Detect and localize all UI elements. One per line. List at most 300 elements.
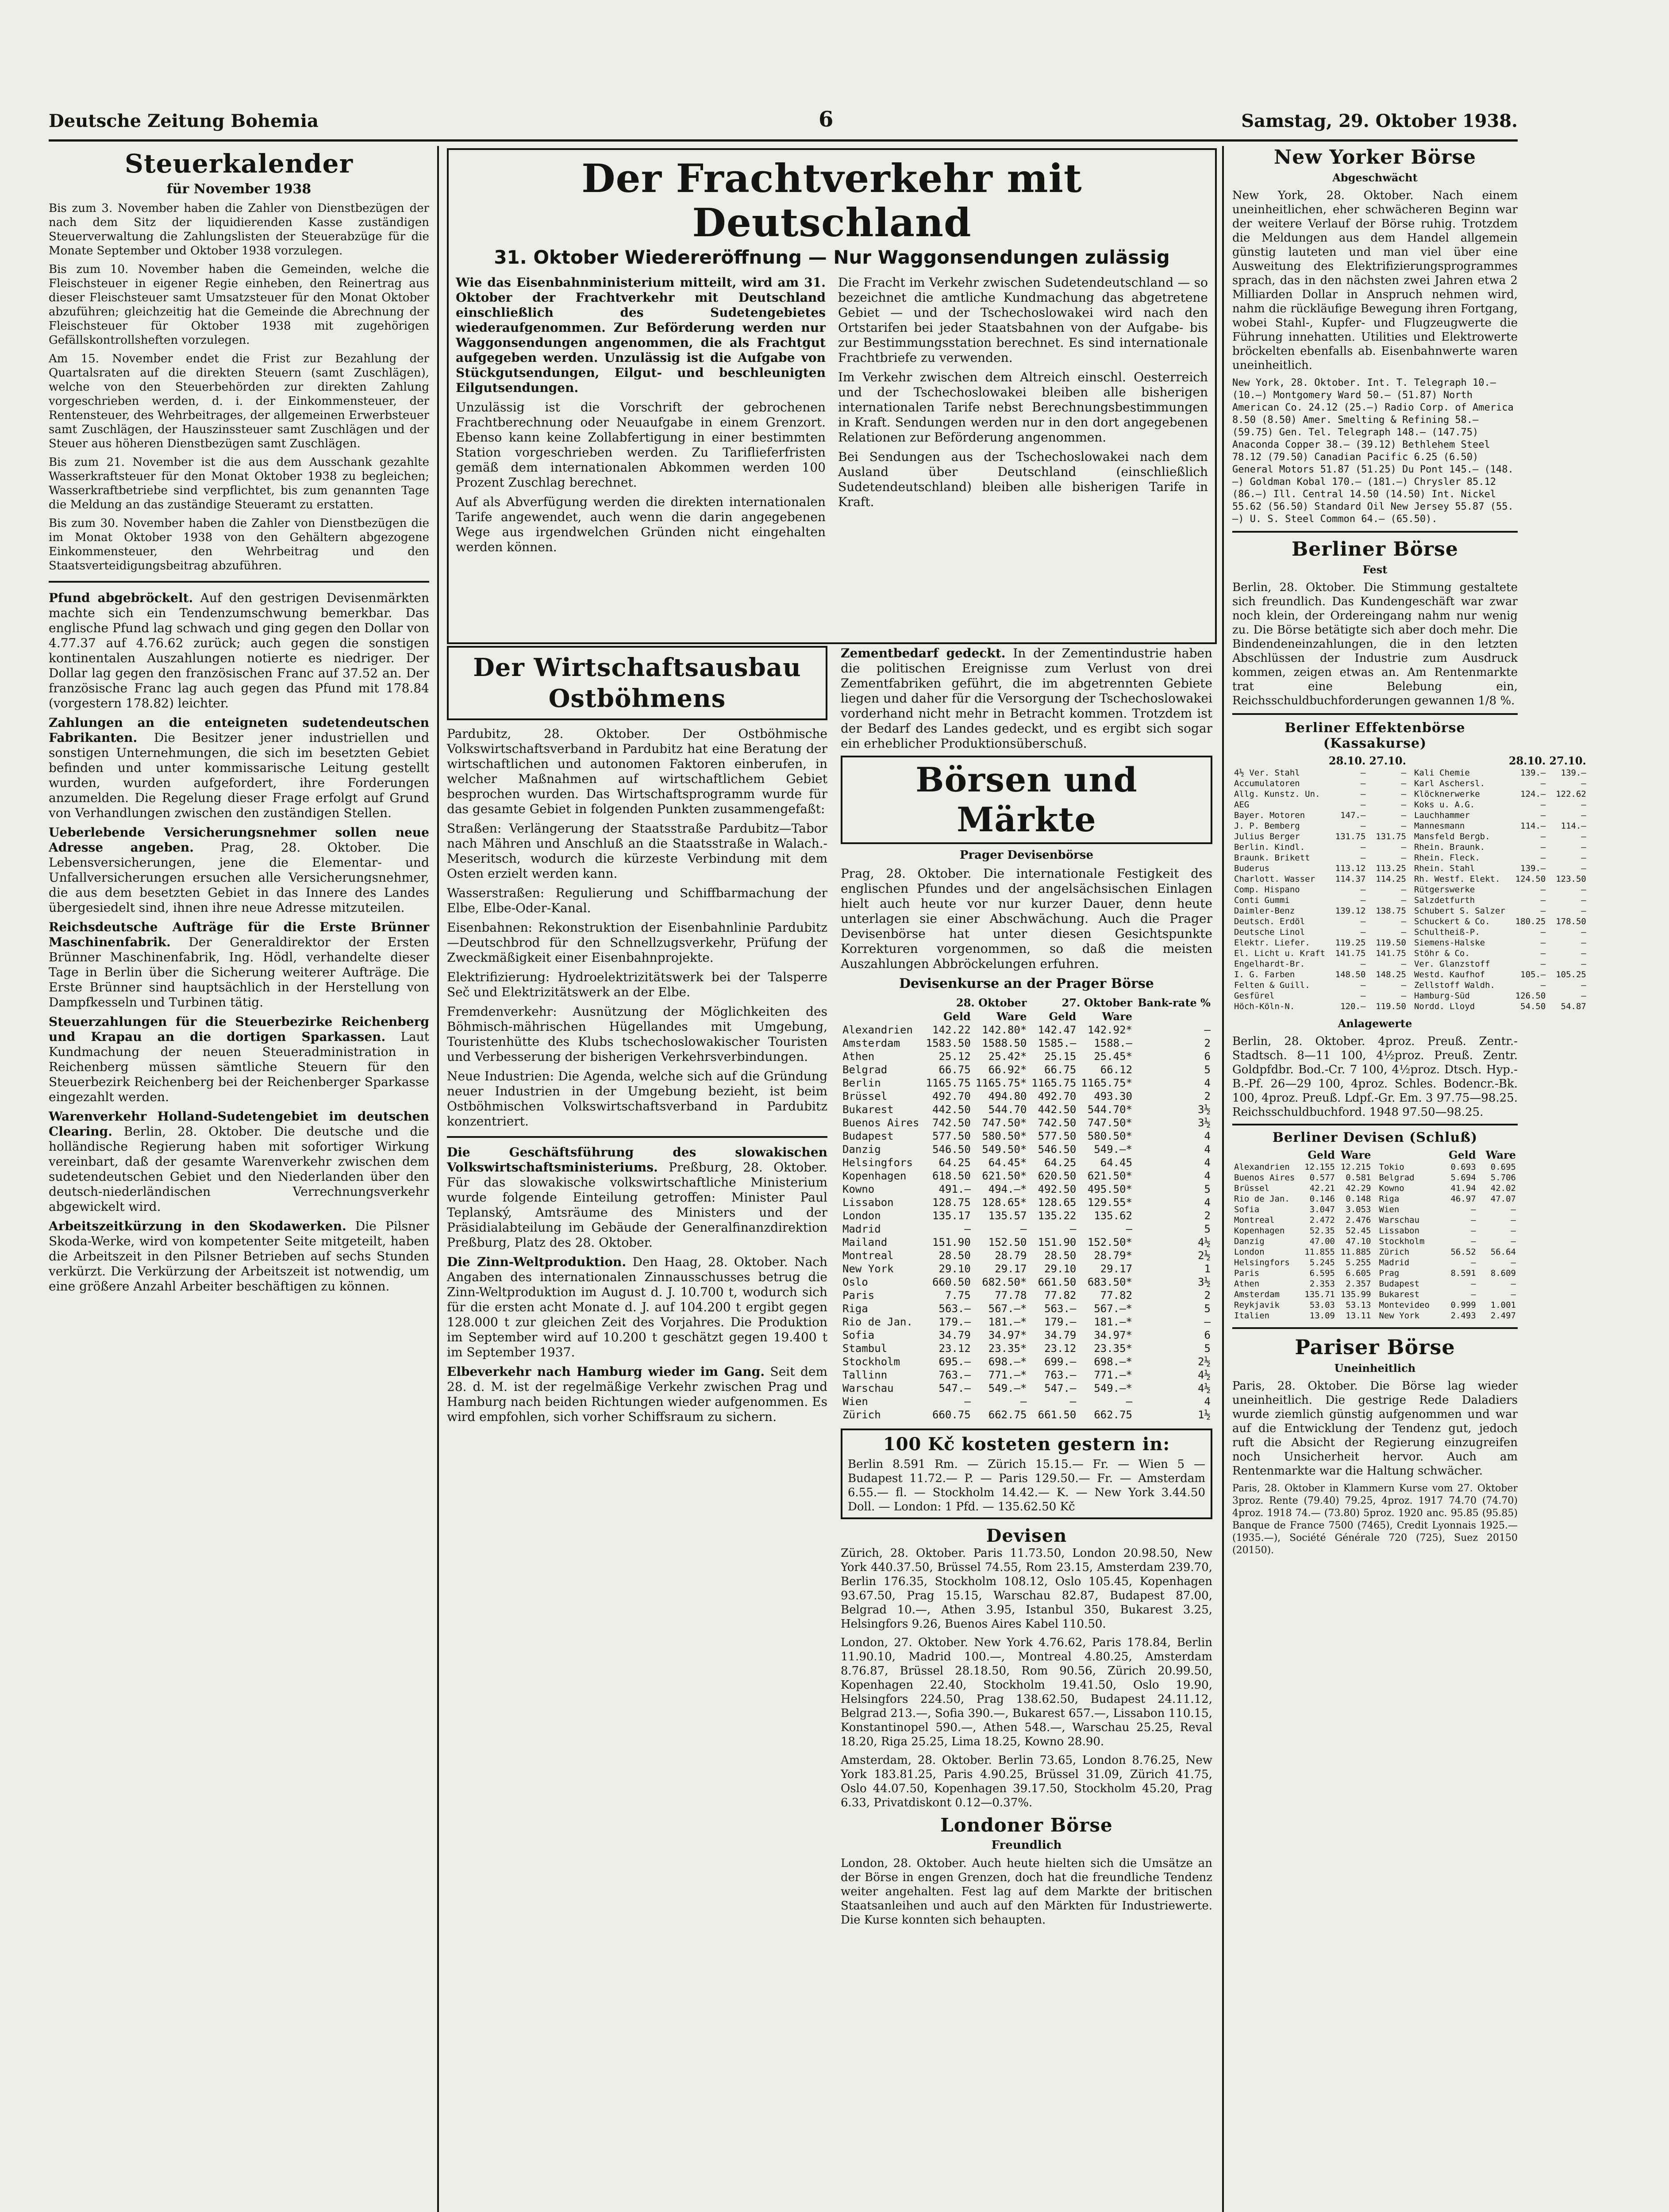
table-row [1377,1225,1518,1236]
table-cell: 135.17 [932,1210,971,1222]
table-cell: 114.— [1561,821,1586,831]
table-row [1412,906,1588,916]
table-row [1377,1289,1518,1300]
row-label: 4½ Ver. Stahl [1234,768,1300,778]
news-headline: Arbeitszeitkürzung in den Skodawerken. [49,1219,346,1233]
news-item [447,1255,827,1360]
table-cell: 563.— [1044,1302,1077,1315]
table-cell: 119.50 [1376,938,1406,948]
table-row [1412,948,1588,959]
table-cell: 1588.50 [982,1037,1027,1049]
table-cell: — [1540,853,1546,863]
table-cell: — [1540,832,1546,841]
table-cell: 129.55* [1087,1196,1133,1209]
row-label: Kowno [842,1183,875,1195]
table-cell: — [1401,885,1406,895]
table-row [1412,937,1588,948]
row-label: Paris [842,1289,875,1302]
table-row [1232,1172,1373,1183]
table-cell: 763.— [938,1369,971,1381]
row-label: Mansfeld Bergb. [1414,832,1490,841]
table-cell: 124.— [1520,789,1546,799]
table-cell: 567.—* [988,1302,1027,1315]
paris-paragraph: Paris, 28. Oktober. Die Börse lag wieder uneinheitlich. Die gestrige Rede Daladiers wurde ziemlich günstig aufgenommen und war auf die Entwicklung der Tendenz gut, jedoch ruft die Absicht der Regierung einzugreifen noch Unsicherheit hervor. Auch am Rentenmarkte war die Haltung schwächer. [1232,1379,1518,1478]
devisen-paragraph: London, 27. Oktober. New York 4.76.62, Paris 178.84, Berlin 11.90.10, Madrid 100.—, Montreal 4.80.25, Amsterdam 8.76.87, Brüssel 28.18.50, Rom 90.56, Zürich 20.99.50, Kopenhagen 22.40, Stockholm 19.41.50, Oslo 19.90, Helsingfors 224.50, Prag 138.62.50, Budapest 24.11.12, Belgrad 213.—, Sofia 390.—, Bukarest 657.—, Lissabon 110.15, Konstantinopel 590.—, Athen 548.—, Warschau 25.25, Reval 18.20, Riga 25.25, Lima 18.25, Kowno 28.90. [841,1636,1212,1748]
table-cell: 179.— [1044,1316,1077,1328]
table-cell: 128.75 [932,1196,971,1209]
table-row [1232,1215,1373,1225]
freight-columns [456,275,1208,559]
table-cell: — [1401,991,1406,1001]
row-label: Schuckert & Co. [1414,917,1490,926]
table-row [1232,884,1408,895]
table-cell: 2.353 [1309,1279,1335,1289]
table-row [1412,831,1588,842]
table-cell: 1 [1204,1263,1211,1275]
table-cell: 11.855 [1304,1247,1335,1257]
table-row [841,1076,1212,1090]
table-row [841,1050,1212,1063]
table-row [1232,768,1408,778]
prague-paragraph: Prag, 28. Oktober. Die internationale Festigkeit des englischen Pfundes und der angelsächsischen Einlagen hielt auch heute vor nur kurzer Dauer, denn heute unterlagen sie einer Abschwächung. Auch die Prager Devisenbörse hat unter diesen Gesichtspunkte Korrekturen vorgenommen, so daß die meisten Auszahlungen Abbröckelungen erfuhren. [841,866,1212,971]
table-cell: 139.— [1520,768,1546,778]
news-item [447,1364,827,1425]
row-label: Riga [842,1302,868,1315]
table-cell: — [1540,885,1546,895]
table-cell: 139.— [1561,768,1586,778]
econ-paragraph: Elektrifizierung: Hydroelektrizitätswerk bei der Talsperre Seč und Elektrizitätswerk an der Elbe. [447,970,827,999]
news-body: Der Generaldirektor der Ersten Brünner Maschinenfabrik, Ing. Hödl, verhandelte dieser Tage in Berlin über die Sicherung weiterer Aufträge. Die Erste Brünner sind hauptsächlich in der Herstellung von Dampfkesseln und Turbinen tätig. [49,935,430,1010]
table-row [1232,1279,1373,1289]
table-cell: — [1471,1290,1476,1299]
row-label: Italien [1234,1311,1270,1321]
column-divider [1222,146,1224,2212]
table-cell: — [1360,779,1366,788]
table-cell: — [1126,1223,1133,1235]
row-label: Hamburg-Süd [1414,991,1470,1001]
tax-calendar-subtitle: für November 1938 [166,181,311,197]
row-label: Lauchhammer [1414,810,1470,820]
table-cell: 660.50 [932,1276,971,1288]
table-cell: 544.70 [988,1103,1027,1116]
row-label: Deutsche Linol [1234,927,1305,937]
table-row [841,1023,1212,1037]
table-cell: 135.62 [1094,1210,1133,1222]
effekten-left-body [1232,768,1408,1012]
table-cell: — [1540,938,1546,948]
table-cell: — [1540,810,1546,820]
table-row [841,1037,1212,1050]
table-cell: — [1511,1237,1516,1246]
table-cell: 0.146 [1309,1194,1335,1204]
row-label: Danzig [842,1143,881,1156]
table-cell: 142.92* [1087,1024,1133,1036]
row-label: Julius Berger [1234,832,1300,841]
table-row [1232,821,1408,831]
table-cell: 151.90 [1038,1236,1077,1248]
table-cell: 124.50 [1515,874,1546,884]
row-label: Rütgerswerke [1414,885,1475,895]
row-label: New York [1379,1311,1420,1321]
news-headline: Ueberlebende Versicherungsnehmer sollen neue Adresse angeben. [49,825,429,855]
table-cell: — [1401,959,1406,969]
table-cell: 135.71 [1304,1290,1335,1299]
news-body: Prag, 28. Oktober. Die Lebensversicherungen, jene die Elementar- und Unfallversicherungen ersuchen alle Versicherungsnehmer, die aus dem besetzten Gebiet in das Innere des Landes übergesiedelt sind, ihnen ihre neue Adresse mitzuteilen. [49,840,429,915]
row-label: Prag [1379,1268,1400,1278]
middle-column-b [841,646,1212,2212]
row-label: Budapest [842,1130,894,1142]
row-label: Braunk. Brikett [1234,853,1310,863]
table-cell: — [1471,1215,1476,1225]
table-cell: — [1360,800,1366,810]
table-cell: 29.10 [938,1263,971,1275]
row-label: Bukarest [842,1103,894,1116]
table-cell: 8.609 [1490,1268,1516,1278]
news-body: Seit dem 28. d. M. ist der regelmäßige Verkehr zwischen Prag und Hamburg nach beiden Richtungen wieder aufgenommen. Es wird empfohlen, sich vorher Schiffsraum zu sichern. [447,1364,827,1424]
row-label: Belgrad [1379,1173,1415,1183]
table-cell: 6 [1204,1329,1211,1341]
freight-paragraph: Unzulässig ist die Vorschrift der gebrochenen Frachtberechnung oder Neuaufgabe in einem Grenzort. Ebenso kann keine Zollabfertigung in einer bestimmten Station vorgeschrieben werden. Zu Tariflieferfristen gemäß dem internationalen Abkommen werden 100 Prozent Zuschlag berechnet. [456,400,826,490]
econ-paragraph: Fremdenverkehr: Ausnützung der Möglichkeiten des Böhmisch-mährischen Hügellandes mit Umgebung, Touristenhütte des Klubs tschechoslowakischer Touristen und Verbesserung der bisherigen Verkehrsverbindungen. [447,1004,827,1064]
table-cell: 25.15 [1044,1050,1077,1063]
table-header-row [841,996,1212,1010]
table-cell: 181.—* [988,1316,1027,1328]
table-row [1377,1162,1518,1172]
table-cell: 2 [1204,1210,1211,1222]
table-cell: 747.50* [1087,1117,1133,1129]
row-label: Brüssel [842,1090,888,1102]
econ-headline-box [447,646,827,720]
table-cell: — [1471,1258,1476,1267]
row-label: Tokio [1379,1162,1404,1172]
table-cell: 2.493 [1450,1311,1476,1321]
news-item [447,1145,827,1250]
table-cell: 4½ [1198,1382,1211,1394]
devisen-title: Devisen [986,1525,1067,1546]
row-label: Berlin [842,1077,881,1089]
table-cell: 56.52 [1450,1247,1476,1257]
table-row [1412,768,1588,778]
table-row [841,1329,1212,1342]
table-row [1412,778,1588,789]
berl-dev-table-right [1377,1148,1518,1321]
table-cell: 493.30 [1094,1090,1133,1102]
table-cell: — [1581,938,1586,948]
table-row [1232,1300,1373,1310]
table-cell: 5.694 [1450,1173,1476,1183]
table-cell: 152.50* [1087,1236,1133,1248]
table-cell: — [1581,906,1586,916]
effekten-tables [1232,754,1586,1012]
table-row [1412,863,1588,874]
table-cell: 131.75 [1376,832,1406,841]
row-label: Rhein. Braunk. [1414,842,1485,852]
table-cell: 47.07 [1490,1194,1516,1204]
table-cell: 2.472 [1309,1215,1335,1225]
row-label: Tallinn [842,1369,888,1381]
left-column [49,146,429,2212]
row-label: Zürich [1379,1247,1410,1257]
news-headline: Pfund abgebröckelt. [49,591,193,605]
table-cell: 492.70 [1038,1090,1077,1102]
rates-header-geld: Geld [1049,1010,1077,1023]
table-cell: 34.97* [1094,1329,1133,1341]
table-cell: — [964,1223,971,1235]
table-cell: 66.75 [938,1064,971,1076]
news-item [49,1219,429,1294]
table-row [1412,874,1588,884]
table-row [1412,959,1588,969]
table-cell: — [1511,1290,1516,1299]
paper-name: Deutsche Zeitung Bohemia [49,111,319,131]
table-cell: 4½ [1198,1236,1211,1248]
table-row [1232,1225,1373,1236]
table-cell: 11.885 [1340,1247,1371,1257]
table-cell: — [1360,991,1366,1001]
table-cell: 56.64 [1490,1247,1516,1257]
table-row [1377,1172,1518,1183]
table-cell: 13.11 [1346,1311,1371,1321]
table-row [1412,895,1588,906]
table-row [841,1382,1212,1395]
table-cell: 142.22 [932,1024,971,1036]
table-cell: — [1360,768,1366,778]
tax-calendar-title: Steuerkalender [124,149,354,179]
row-label: Danzig [1234,1237,1265,1246]
table-cell: — [1581,800,1586,810]
table-row [1377,1236,1518,1247]
table-cell: 64.45 [1100,1156,1133,1169]
table-cell: 0.999 [1450,1300,1476,1310]
row-label: Mannesmann [1414,821,1465,831]
table-cell: 126.50 [1515,991,1546,1001]
table-cell: 180.25 [1515,917,1546,926]
page-number: 6 [819,107,834,132]
row-label: Stockholm [1379,1237,1425,1246]
news-item [49,715,429,821]
row-label: New York [842,1263,894,1275]
anlage-subtitle: Anlagewerte [1338,1017,1412,1030]
row-label: Kopenhagen [1234,1226,1285,1236]
table-cell: 181.—* [1094,1316,1133,1328]
kc-title: 100 Kč kosteten gestern in: [883,1434,1170,1455]
table-cell: 5.706 [1490,1173,1516,1183]
table-cell: — [1540,959,1546,969]
table-cell: 620.50 [1038,1170,1077,1182]
table-row [1232,991,1408,1001]
row-label: Rio de Jan. [1234,1194,1290,1204]
table-cell: 5 [1204,1183,1211,1195]
row-label: Höch-Köln-N. [1234,1002,1295,1011]
table-cell: 0.148 [1346,1194,1371,1204]
table-cell: — [1401,821,1406,831]
table-cell: — [1401,853,1406,863]
table-cell: 141.75 [1376,949,1406,958]
row-label: Rh. Westf. Elekt. [1414,874,1500,884]
table-row [1232,778,1408,789]
row-label: Kopenhagen [842,1170,907,1182]
news-headline: Zahlungen an die enteigneten sudetendeutschen Fabrikanten. [49,715,429,745]
devisen-paragraph: Zürich, 28. Oktober. Paris 11.73.50, London 20.98.50, New York 440.37.50, Brüssel 74.55, Rom 23.15, Amsterdam 239.70, Berlin 176.35, Stockholm 108.12, Oslo 105.45, Kopenhagen 93.67.50, Prag 15.15, Warschau 82.87, Budapest 87.00, Belgrad 10.—, Athen 3.95, Istanbul 350, Bukarest 3.25, Helsingfors 9.26, Buenos Aires Kabel 110.50. [841,1547,1212,1631]
row-label: Koks u. A.G. [1414,800,1475,810]
table-cell: — [1401,810,1406,820]
table-row [1232,1310,1373,1321]
row-label: Berlin. Kindl. [1234,842,1305,852]
table-cell: 54.87 [1561,1002,1586,1011]
table-cell: — [1126,1395,1133,1408]
row-label: Stockholm [842,1356,900,1368]
table-cell: 139.12 [1335,906,1366,916]
rates-header-ware: Ware [996,1010,1027,1023]
table-row [841,1249,1212,1262]
table-cell: 682.50* [982,1276,1027,1288]
table-cell: 135.99 [1340,1290,1371,1299]
row-label: Schultheiß-P. [1414,927,1480,937]
table-row [1377,1204,1518,1215]
table-cell: — [1511,1215,1516,1225]
row-label: Warschau [1379,1215,1420,1225]
london-paragraph: London, 28. Oktober. Auch heute hielten sich die Umsätze an der Börse in engen Grenzen, doch hat die freundliche Tendenz weiter angehalten. Fest lag auf dem Markte der britischen Staatsanleihen und auch auf den Märkten für Industriewerte. Die Kurse konnten sich behaupten. [841,1857,1212,1927]
freight-paragraph: Die Fracht im Verkehr zwischen Sudetendeutschland — so bezeichnet die amtliche Kundmachung das abgetretene Gebiet — und der Tschechoslowakei wird nach den Ortstarifen bei jeder Staatsbahnen von der Aufgabe- bis zur Bestimmungsstation berechnet. Es sind internationale Frachtbriefe zu verwenden. [838,275,1208,365]
row-label: Zellstoff Waldh. [1414,980,1495,990]
effekten-right-body [1412,768,1588,1012]
news-item [49,591,429,711]
table-cell: 66.92* [988,1064,1027,1076]
table-row [1412,799,1588,810]
paris-subtitle: Uneinheitlich [1334,1362,1416,1375]
tax-paragraph: Bis zum 3. November haben die Zahler von Dienstbezügen der nach dem Sitz der liquidierenden Kasse zuständigen Steuerverwaltung die Zahlungslisten der Steuerabzüge für die Monate September und Oktober 1938 vorzulegen. [49,202,429,257]
table-row [1232,874,1408,884]
table-cell: — [1581,949,1586,958]
table-cell: — [1360,842,1366,852]
news-item [49,1109,429,1214]
table-cell: — [1511,1205,1516,1214]
effekten-table-right [1412,754,1588,1012]
prague-subheadline: Prager Devisenbörse [959,849,1094,862]
table-cell: — [1581,927,1586,937]
section-rule [1232,531,1518,533]
table-cell: — [1581,885,1586,895]
table-cell: 494.80 [988,1090,1027,1102]
row-label: Zürich [842,1409,881,1421]
row-label: Alexandrien [1234,1162,1290,1172]
row-label: El. Licht u. Kraft [1234,949,1325,958]
table-row [1377,1279,1518,1289]
table-cell: — [1540,779,1546,788]
table-cell: 28.50 [1044,1249,1077,1262]
table-row [1232,789,1408,799]
table-cell: 2.476 [1346,1215,1371,1225]
table-cell: 6.595 [1309,1268,1335,1278]
table-cell: 139.— [1520,864,1546,873]
row-label: Salzdetfurth [1414,895,1475,905]
rates-header-date1: 28. Oktober [956,996,1027,1009]
table-cell: 747.50* [982,1117,1027,1129]
table-cell: 742.50 [1038,1117,1077,1129]
table-row [841,1156,1212,1169]
table-cell: 563.— [938,1302,971,1315]
effekten-title: Berliner Effektenbörse (Kassakurse) [1284,720,1465,751]
table-row [1412,916,1588,927]
table-cell: 114.25 [1376,874,1406,884]
ny-subtitle: Abgeschwächt [1332,171,1418,184]
row-label: Wien [842,1395,868,1408]
row-label: Madrid [1379,1258,1410,1267]
row-label: Brüssel [1234,1183,1270,1193]
table-cell: — [964,1395,971,1408]
table-cell: — [1471,1205,1476,1214]
table-cell: 120.— [1340,1002,1366,1011]
table-cell: 621.50* [1087,1170,1133,1182]
table-cell: 698.—* [988,1356,1027,1368]
paris-quotes: Paris, 28. Oktober in Klammern Kurse vom 27. Oktober 3proz. Rente (79.40) 79.25, 4proz. 1917 74.70 (74.70) 4proz. 1918 74.— (73.80) 5proz. 1920 anc. 95.85 (95.85) Banque de France 7500 (7465), Credit Lyonnais 1925.— (1935.—), Société Générale 720 (725), Suez 20150 (20150). [1232,1483,1518,1556]
table-row [1377,1194,1518,1204]
rates-body [841,1023,1212,1421]
table-cell: 2½ [1198,1249,1211,1262]
table-cell: 580.50* [1087,1130,1133,1142]
table-cell: 1165.75 [1031,1077,1077,1089]
table-cell: 42.21 [1309,1183,1335,1193]
table-cell: — [1540,895,1546,905]
table-cell: 131.75 [1335,832,1366,841]
news-headline: Warenverkehr Holland-Sudetengebiet im deutschen Clearing. [49,1109,429,1139]
table-cell: 4 [1204,1196,1211,1209]
table-cell: 47.00 [1309,1237,1335,1246]
table-cell: 28.79* [1094,1249,1133,1262]
kc-box [841,1429,1212,1519]
table-cell: 114.— [1520,821,1546,831]
table-cell: 661.50 [1038,1409,1077,1421]
prague-rates-table [841,996,1212,1421]
table-cell: 141.75 [1335,949,1366,958]
table-row [841,1116,1212,1129]
table-cell: 5 [1204,1064,1211,1076]
news-headline: Die Zinn-Weltproduktion. [447,1255,627,1269]
table-row [1412,789,1588,799]
table-cell: — [1581,853,1586,863]
table-cell: 3.047 [1309,1205,1335,1214]
berlin-paragraph: Berlin, 28. Oktober. Die Stimmung gestaltete sich freundlich. Das Kundengeschäft war zwar noch klein, der Ordereingang nahm nur wenig zu. Die Börse betätigte sich aber doch mehr. Die Bindendeneinzahlungen, die in den letzten Abschlüssen der Industrie zum Ausdruck kommen, zeigen etwas an. Am Rentenmarkte trat eine Belebung ein, Reichsschuldbuchforderungen gewannen 1/8 %. [1232,581,1518,707]
table-row [1232,927,1408,937]
table-cell: 13.09 [1309,1311,1335,1321]
table-cell: 2 [1204,1090,1211,1102]
table-row [841,1395,1212,1408]
middle-column-a [447,646,827,2212]
table-cell: — [1401,895,1406,905]
table-cell: 0.695 [1490,1162,1516,1172]
section-rule [1232,713,1518,715]
table-row [841,1289,1212,1302]
table-cell: 105.25 [1556,970,1586,979]
freight-subheadline: 31. Oktober Wiedereröffnung — Nur Waggonsendungen zulässig [494,246,1170,268]
row-label: Helsingfors [842,1156,913,1169]
table-row [841,1275,1212,1289]
table-row [841,1143,1212,1156]
paris-title: Pariser Börse [1295,1335,1455,1359]
row-label: Accumulatoren [1234,779,1300,788]
news-body: Auf den gestrigen Devisenmärkten machte sich ein Tendenzumschwung bemerkbar. Das englische Pfund lag schwach und ging gegen den Dollar von 4.77.37 auf 4.76.62 zurück; auch gegen die sonstigen kontinentalen Auszahlungen notierte es niedriger. Der Dollar lag gegen den französischen Franc auf 37.52 an. Der französische Franc lag auch gegen das Pfund mit 178.84 (vorgestern 178.82) leichter. [49,591,430,710]
table-cell: 64.25 [1044,1156,1077,1169]
table-cell: 34.79 [1044,1329,1077,1341]
table-header-row: Geld Ware [1449,1148,1516,1161]
news-body: Preßburg, 28. Oktober. Für das slowakische volkswirtschaftliche Ministerium wurde folgende Einteilung getroffen: Minister Paul Teplanský, Amtsräume des Ministers und der Präsidialabteilung im Gebäude der Generalfinanzdirektion Preßburg, Platz des 28. Oktober. [447,1160,827,1250]
table-cell: — [1540,980,1546,990]
tax-paragraph: Bis zum 21. November ist die aus dem Ausschank gezahlte Wasserkraftsteuer für den Monat Oktober 1938 zu begleichen; Wasserkraftbetriebe sind verpflichtet, bis zum genannten Tage die Meldung an das zuständige Steueramt zu erstatten. [49,456,429,511]
freight-paragraph: Wie das Eisenbahnministerium mitteilt, wird am 31. Oktober der Frachtverkehr mit Deutschland einschließlich des Sudetengebietes wiederaufgenommen. Zur Beförderung werden nur Waggonsendungen angenommen, die als Frachtgut aufgegeben werden. Unzulässig ist die Aufgabe von Stückgutsendungen, Eilgut- und beschleunigten Eilgutsendungen. [456,275,826,395]
section-rule [1232,1124,1518,1125]
freight-headline: Der Frachtverkehr mit Deutschland [581,155,1082,246]
table-cell: — [1401,980,1406,990]
